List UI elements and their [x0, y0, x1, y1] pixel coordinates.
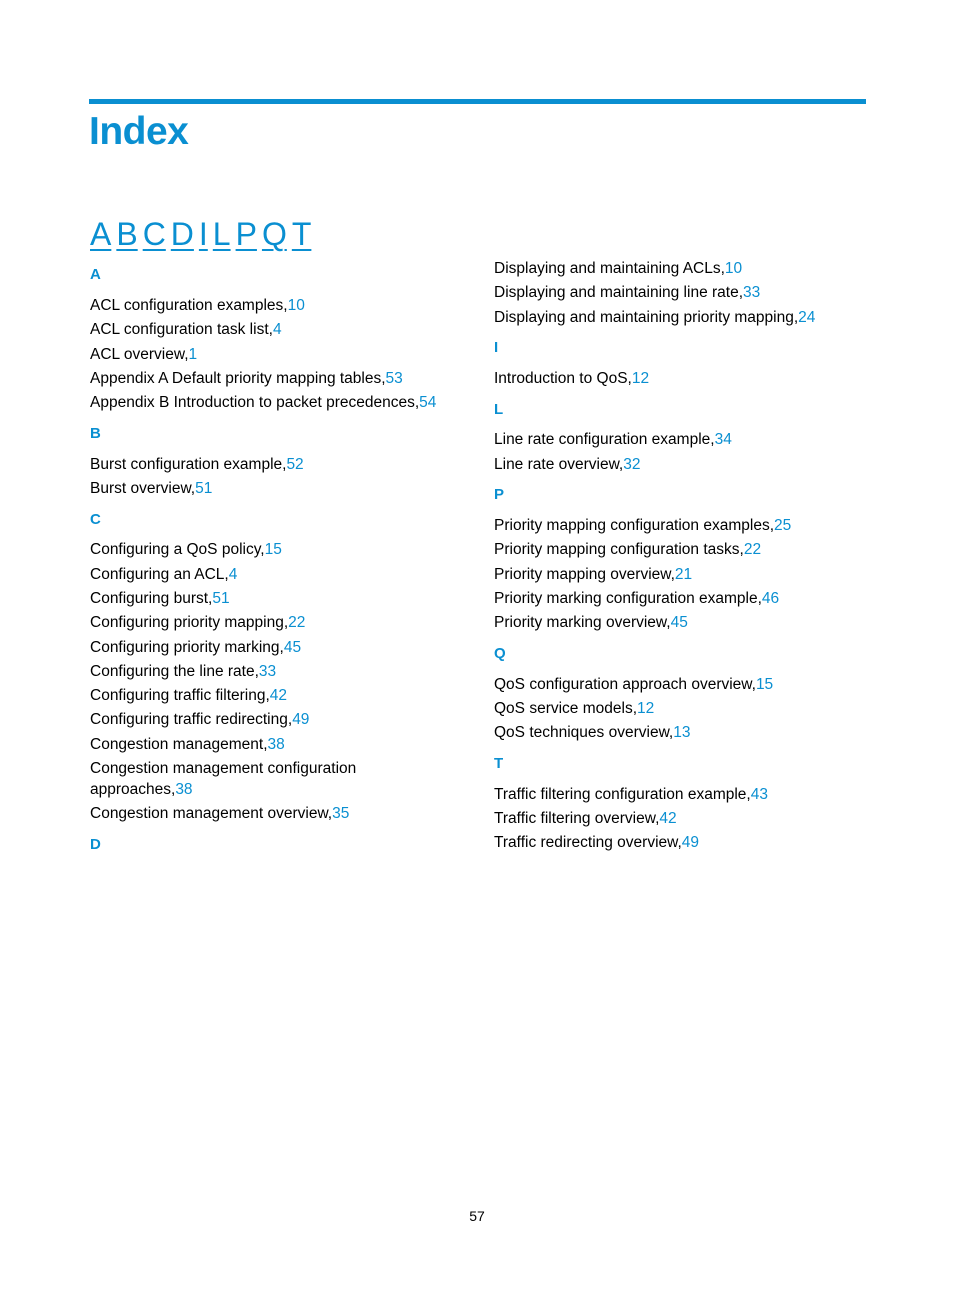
page-link[interactable]: 4: [272, 321, 282, 338]
page-link[interactable]: 22: [288, 614, 306, 631]
index-entry: Displaying and maintaining priority mapping,24: [494, 309, 816, 326]
page-link[interactable]: 51: [195, 480, 213, 497]
page-link[interactable]: 53: [385, 370, 403, 387]
index-entry: Configuring burst,51: [90, 590, 230, 607]
section-heading-q: Q: [494, 645, 506, 662]
index-entry: Configuring the line rate,33: [90, 663, 277, 680]
page-link[interactable]: 46: [761, 590, 780, 607]
page-link[interactable]: 34: [714, 431, 732, 448]
letter-link-a[interactable]: A: [90, 216, 112, 252]
index-entry: ACL overview,1: [90, 346, 198, 363]
page-link[interactable]: 10: [724, 260, 743, 277]
page-link[interactable]: 10: [287, 297, 305, 314]
index-entry: QoS techniques overview,13: [494, 724, 691, 741]
index-entry: Displaying and maintaining ACLs,10: [494, 260, 743, 277]
page-link[interactable]: 1: [188, 346, 198, 363]
page-link[interactable]: 32: [623, 456, 641, 473]
section-heading-l: L: [494, 401, 504, 418]
index-entry: Configuring priority mapping,22: [90, 614, 306, 631]
section-heading-d: D: [90, 836, 101, 853]
page-link[interactable]: 24: [798, 309, 816, 326]
page-number: 57: [469, 1208, 485, 1224]
index-entry: Configuring a QoS policy,15: [90, 541, 282, 558]
index-entry: Congestion management configuration approaches,38: [90, 760, 357, 798]
letter-link-c[interactable]: C: [142, 216, 166, 252]
index-entry: Configuring traffic filtering,42: [90, 687, 288, 704]
index-entry: Appendix A Default priority mapping tables,53: [90, 370, 403, 387]
page-link[interactable]: 25: [774, 517, 792, 534]
letter-link-p[interactable]: P: [235, 216, 257, 252]
page-link[interactable]: 43: [750, 786, 768, 803]
page-link[interactable]: 21: [674, 566, 693, 583]
page-link[interactable]: 35: [332, 805, 350, 822]
letter-link-d[interactable]: D: [170, 216, 194, 252]
index-entry: Congestion management overview,35: [90, 805, 350, 822]
index-entry: Traffic filtering overview,42: [494, 810, 677, 827]
letter-link-t[interactable]: T: [291, 216, 312, 252]
index-entry: Traffic redirecting overview,49: [494, 834, 700, 851]
page-link[interactable]: 54: [419, 394, 437, 411]
section-heading-i: I: [494, 339, 499, 356]
section-heading-c: C: [90, 511, 101, 528]
page-title: Index: [89, 110, 189, 153]
page-link[interactable]: 22: [743, 541, 762, 558]
index-entry: Traffic filtering configuration example,43: [494, 786, 768, 803]
index-entry: Priority mapping overview,21: [494, 566, 693, 583]
letter-index-nav: [90, 213, 316, 255]
page-link[interactable]: 51: [212, 590, 230, 607]
page-link[interactable]: 49: [681, 834, 700, 851]
page-link[interactable]: 33: [743, 284, 761, 301]
page-link[interactable]: 45: [670, 614, 688, 631]
section-heading-p: P: [494, 486, 505, 503]
page-link[interactable]: 15: [755, 676, 774, 693]
letter-link-l[interactable]: L: [212, 216, 231, 252]
index-entry: ACL configuration examples,10: [90, 297, 305, 314]
page-link[interactable]: 12: [637, 700, 655, 717]
index-entry: Priority mapping configuration examples,25: [494, 517, 792, 534]
index-entry: Line rate overview,32: [494, 456, 641, 473]
letter-link-q[interactable]: Q: [261, 216, 287, 252]
page-link[interactable]: 38: [267, 736, 285, 753]
title-rule: [89, 99, 866, 104]
index-entry: Priority marking overview,45: [494, 614, 688, 631]
page-link[interactable]: 42: [659, 810, 677, 827]
page-link[interactable]: 4: [228, 566, 238, 583]
index-entry: Congestion management,38: [90, 736, 285, 753]
page-link[interactable]: 12: [631, 370, 650, 387]
letter-link-i[interactable]: I: [198, 216, 208, 252]
page-link[interactable]: 52: [286, 456, 304, 473]
page-link[interactable]: 33: [258, 663, 277, 680]
page-link[interactable]: 45: [283, 639, 302, 656]
section-heading-t: T: [494, 755, 504, 772]
index-entry: Priority marking configuration example,46: [494, 590, 780, 607]
index-entry: Appendix B Introduction to packet precedences,54: [90, 394, 437, 411]
page-link[interactable]: 15: [264, 541, 282, 558]
index-entry: Configuring traffic redirecting,49: [90, 711, 310, 728]
page-link[interactable]: 49: [292, 711, 310, 728]
page-link[interactable]: 38: [175, 781, 193, 798]
page-link[interactable]: 13: [673, 724, 691, 741]
index-entry: QoS service models,12: [494, 700, 655, 717]
index-entry: Introduction to QoS,12: [494, 370, 650, 387]
index-entry: Priority mapping configuration tasks,22: [494, 541, 762, 558]
index-entry: Displaying and maintaining line rate,33: [494, 284, 761, 301]
index-entry: Burst configuration example,52: [90, 456, 304, 473]
section-heading-a: A: [90, 266, 101, 283]
index-entry: Line rate configuration example,34: [494, 431, 732, 448]
page-link[interactable]: 42: [269, 687, 288, 704]
index-entry: Burst overview,51: [90, 480, 213, 497]
index-entry: QoS configuration approach overview,15: [494, 676, 774, 693]
index-entry: ACL configuration task list,4: [90, 321, 282, 338]
index-entry: Configuring priority marking,45: [90, 639, 302, 656]
section-heading-b: B: [90, 425, 101, 442]
index-entry: Configuring an ACL,4: [90, 566, 238, 583]
letter-link-b[interactable]: B: [116, 216, 138, 252]
